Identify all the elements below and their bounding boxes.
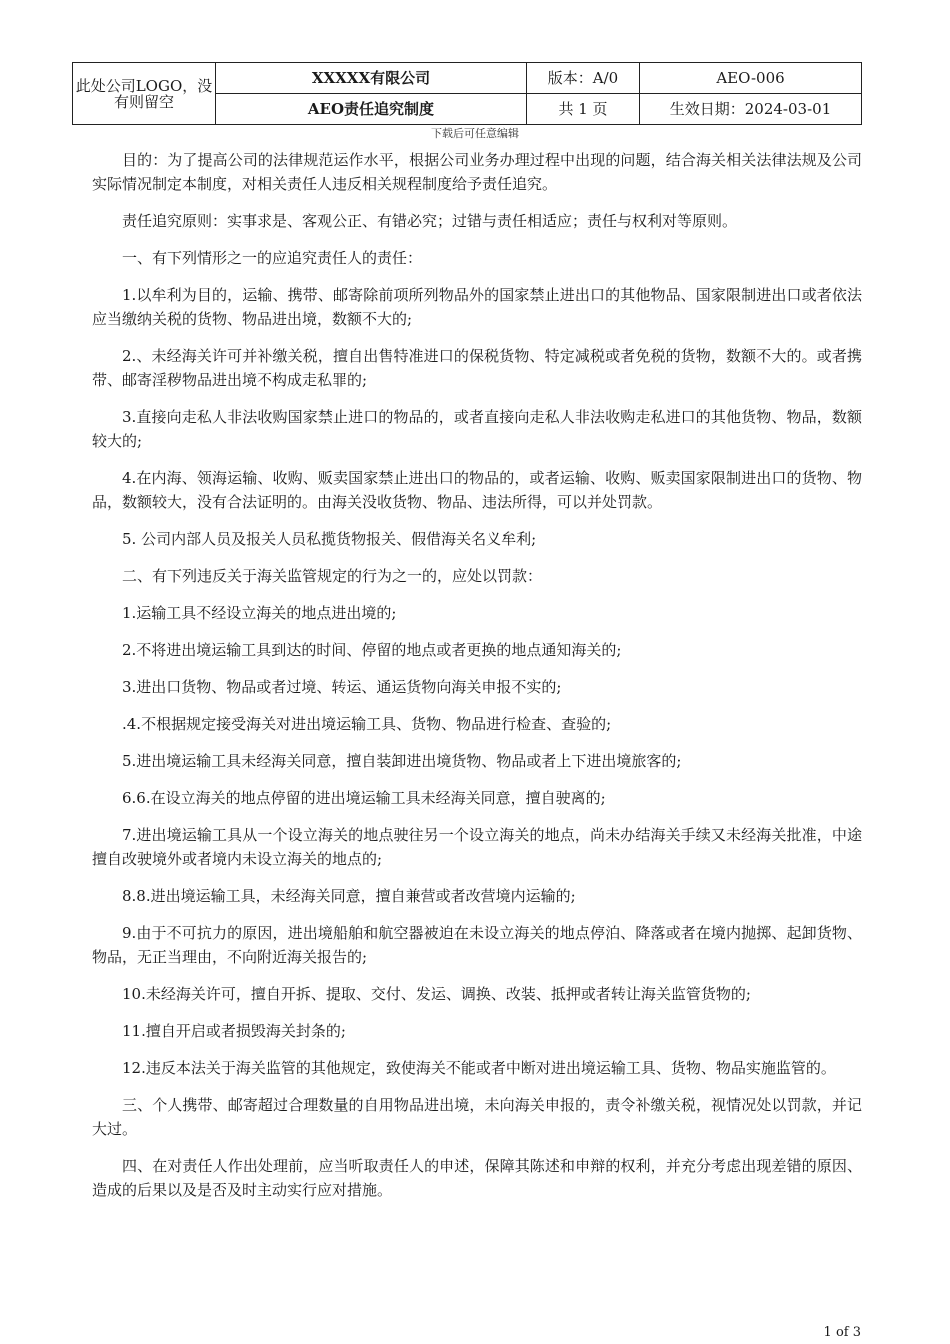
list-item: 1.以牟利为目的，运输、携带、邮寄除前项所列物品外的国家禁止进出口的其他物品、国家限制进出口或者依法应当缴纳关税的货物、物品进出境，数额不大的; (92, 286, 862, 328)
list-item: 9.由于不可抗力的原因，进出境船舶和航空器被迫在未设立海关的地点停泊、降落或者在境内抛掷、起卸货物、物品，无正当理由，不向附近海关报告的; (92, 924, 862, 966)
list-item: 8.8.进出境运输工具，未经海关同意，擅自兼营或者改营境内运输的; (122, 887, 576, 905)
document-body (92, 148, 862, 1215)
list-item: .4.不根据规定接受海关对进出境运输工具、货物、物品进行检查、查验的; (122, 715, 612, 733)
list-item: 2.不将进出境运输工具到达的时间、停留的地点或者更换的地点通知海关的; (122, 641, 622, 659)
section-heading: 二、有下列违反关于海关监管规定的行为之一的，应处以罚款： (122, 567, 543, 585)
principle-paragraph: 责任追究原则：实事求是、客观公正、有错必究；过错与责任相适应；责任与权利对等原则。 (122, 212, 738, 230)
list-item: 12.违反本法关于海关监管的其他规定，致使海关不能或者中断对进出境运输工具、货物、物品实施监管的。 (122, 1059, 836, 1077)
list-item: 5. 公司内部人员及报关人员私揽货物报关、假借海关名义牟利; (122, 530, 537, 548)
section-heading: 一、有下列情形之一的应追究责任人的责任： (122, 249, 423, 267)
purpose-paragraph: 目的：为了提高公司的法律规范运作水平，根据公司业务办理过程中出现的问题，结合海关相关法律法规及公司实际情况制定本制度，对相关责任人违反相关规程制度给予责任追究。 (92, 151, 862, 193)
list-item: 6.6.在设立海关的地点停留的进出境运输工具未经海关同意，擅自驶离的; (122, 789, 606, 807)
edit-note: 下载后可任意编辑 (431, 127, 519, 140)
list-item: 2.、未经海关许可并补缴关税，擅自出售特准进口的保税货物、特定减税或者免税的货物，数额不大的。或者携带、邮寄淫秽物品进出境不构成走私罪的; (92, 347, 862, 389)
list-item: 7.进出境运输工具从一个设立海关的地点驶往另一个设立海关的地点，尚未办结海关手续又未经海关批准，中途擅自改驶境外或者境内未设立海关的地点的; (92, 826, 862, 868)
section-paragraph: 三、个人携带、邮寄超过合理数量的自用物品进出境，未向海关申报的，责令补缴关税，视情况处以罚款，并记大过。 (92, 1096, 862, 1138)
page-count: 共 1 页 (527, 94, 640, 125)
page-number: 1 of 3 (823, 1325, 861, 1340)
list-item: 3.直接向走私人非法收购国家禁止进口的物品的，或者直接向走私人非法收购走私进口的其他货物、物品，数额较大的; (92, 408, 862, 450)
list-item: 4.在内海、领海运输、收购、贩卖国家禁止进出口的物品的，或者运输、收购、贩卖国家限制进出口的货物、物品，数额较大，没有合法证明的。由海关没收货物、物品、违法所得，可以并处罚款。 (92, 469, 862, 511)
effective-date: 生效日期：2024-03-01 (640, 94, 862, 125)
document-header-table (72, 62, 862, 125)
list-item: 11.擅自开启或者损毁海关封条的; (122, 1022, 346, 1040)
list-item: 5.进出境运输工具未经海关同意，擅自装卸进出境货物、物品或者上下进出境旅客的; (122, 752, 682, 770)
logo-placeholder: 此处公司LOGO，没有则留空 (73, 63, 216, 125)
list-item: 1.运输工具不经设立海关的地点进出境的; (122, 604, 397, 622)
version-label: 版本：A/0 (527, 63, 640, 94)
document-title: AEO责任追究制度 (216, 94, 527, 125)
company-name: XXXXX有限公司 (216, 63, 527, 94)
section-paragraph: 四、在对责任人作出处理前，应当听取责任人的申述，保障其陈述和申辩的权利，并充分考虑出现差错的原因、造成的后果以及是否及时主动实行应对措施。 (92, 1157, 862, 1199)
document-code: AEO-006 (640, 63, 862, 94)
list-item: 3.进出口货物、物品或者过境、转运、通运货物向海关申报不实的; (122, 678, 562, 696)
list-item: 10.未经海关许可，擅自开拆、提取、交付、发运、调换、改装、抵押或者转让海关监管货物的; (122, 985, 751, 1003)
